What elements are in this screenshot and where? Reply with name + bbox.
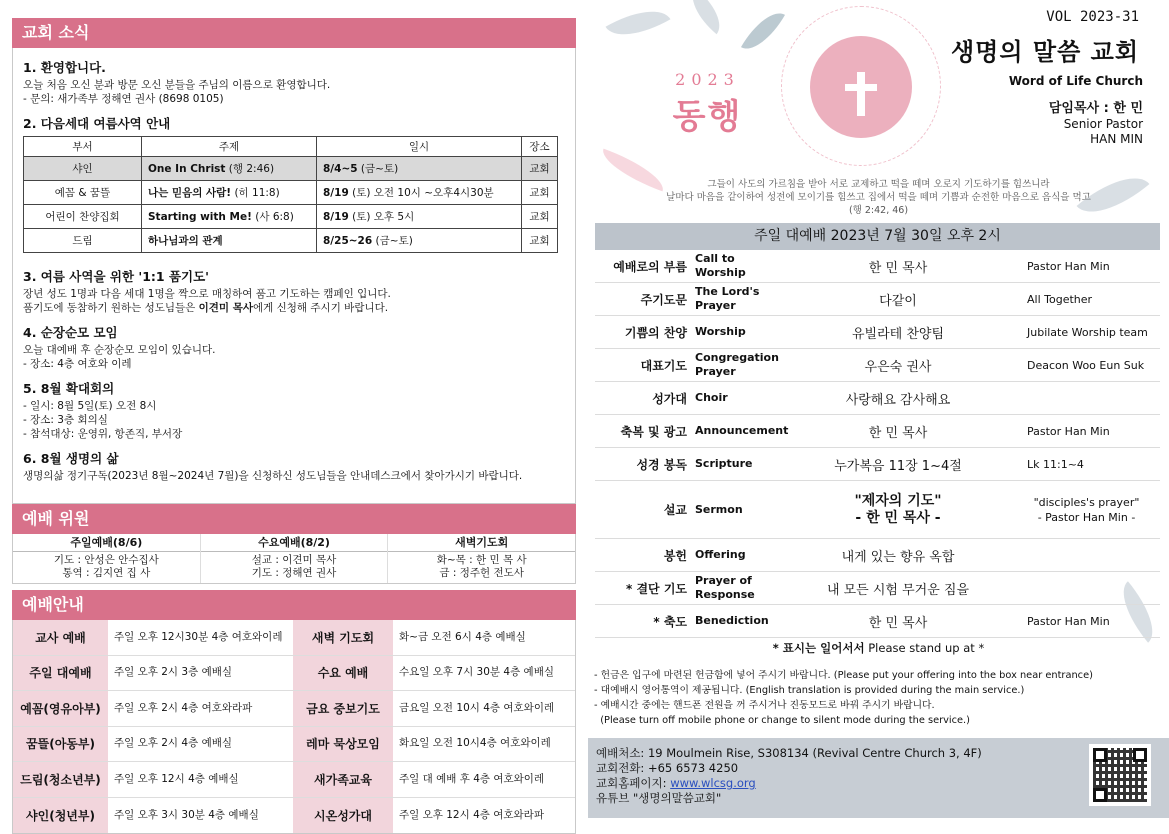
guide-value: 화요일 오전 10시4층 여호와이레 — [399, 737, 551, 750]
service-item-kr: 성가대 — [652, 391, 687, 406]
service-item-en: Announcement — [695, 424, 789, 437]
news-line: 장년 성도 1명과 다음 세대 1명을 짝으로 매칭하여 품고 기도하는 캠페인 입니다. — [23, 288, 391, 300]
duty-section — [12, 534, 576, 584]
service-leader: 누가복음 11장 1~4절 — [834, 458, 962, 474]
table-header: 일시 — [317, 137, 522, 157]
guide-value: 주일 대 예배 후 4층 여호와이레 — [399, 772, 545, 785]
leaf-decoration — [681, 0, 730, 34]
guide-heading: 예배안내 — [12, 590, 576, 620]
service-row — [595, 316, 1160, 349]
guide-row — [13, 691, 575, 727]
right-page — [588, 0, 1169, 826]
sermon-title-en-block — [1013, 495, 1160, 525]
news-line: - 일시: 8월 5일(토) 오전 8시 — [23, 400, 157, 412]
news-title-3: 3. 여름 사역을 위한 '1:1 품기도' — [23, 269, 210, 284]
guide-key: 예꼼(영유아부) — [13, 691, 108, 726]
news-line: - 참석대상: 운영위, 항존직, 부서장 — [23, 428, 183, 440]
guide-value: 주일 오후 12시 4층 예배실 — [114, 772, 239, 785]
service-item-kr: 예배로의 부름 — [613, 259, 687, 274]
service-item-en: Offering — [695, 548, 746, 561]
service-item-kr: * 결단 기도 — [626, 581, 687, 596]
table-row — [24, 229, 558, 253]
service-item-en: Sermon — [695, 502, 743, 516]
service-item-en: Worship — [695, 325, 746, 338]
duty-line: 금 : 정주헌 전도사 — [439, 567, 524, 579]
guide-key: 시온성가대 — [293, 798, 393, 834]
service-item-kr: 기쁨의 찬양 — [624, 325, 687, 340]
service-leader-en: Pastor Han Min — [1027, 259, 1110, 273]
service-row — [595, 605, 1160, 638]
duty-col-title: 수요예배(8/2) — [201, 534, 388, 552]
guide-section — [12, 620, 576, 834]
table-cell: 교회 — [522, 229, 558, 253]
guide-key: 교사 예배 — [13, 620, 108, 655]
duty-line: 설교 : 이견미 목사 — [251, 554, 337, 566]
duty-heading: 예배 위원 — [12, 504, 576, 534]
pastor-title-en: Senior Pastor — [1063, 117, 1143, 131]
guide-key: 샤인(청년부) — [13, 798, 108, 834]
service-row — [595, 283, 1160, 316]
guide-row — [13, 656, 575, 692]
guide-row — [13, 620, 575, 656]
guide-row — [13, 762, 575, 798]
guide-value: 금요일 오전 10시 4층 여호와이레 — [399, 701, 555, 714]
footer-youtube: 유튜브 "생명의말씀교회" — [596, 791, 722, 805]
news-line: - 장소: 3층 회의실 — [23, 414, 108, 426]
table-header: 주제 — [142, 137, 317, 157]
guide-value: 주일 오후 2시 4층 여호와라파 — [114, 701, 253, 714]
service-item-kr: 축복 및 광고 — [620, 424, 687, 439]
duty-col-title: 주일예배(8/6) — [13, 534, 200, 552]
service-item-kr: 봉헌 — [663, 548, 687, 563]
table-cell: One In Christ (행 2:46) — [142, 157, 317, 181]
table-row — [24, 181, 558, 205]
table-row — [24, 157, 558, 181]
left-page — [12, 18, 576, 823]
news-title-5: 5. 8월 확대회의 — [23, 381, 115, 396]
guide-key: 주일 대예배 — [13, 656, 108, 691]
service-leader: 내 모든 시험 무거운 짐을 — [826, 582, 970, 598]
service-row — [595, 250, 1160, 283]
service-item-kr: * 축도 — [653, 614, 687, 629]
service-item-kr: 대표기도 — [640, 358, 687, 373]
guide-key: 새가족교육 — [293, 762, 393, 797]
service-item-en: The Lord's Prayer — [695, 285, 760, 312]
table-cell: 8/19 (토) 오전 10시 ~오후4시30분 — [317, 181, 522, 205]
note-line: - 대예배시 영어통역이 제공됩니다. (English translation is provided during the main service.) — [594, 685, 1025, 696]
table-cell: 나는 믿음의 사람! (히 11:8) — [142, 181, 317, 205]
leaf-decoration — [606, 0, 671, 49]
footer-web: 교회홈페이지: www.wlcsg.org — [596, 776, 756, 790]
news-section — [12, 48, 576, 504]
news-title-1: 1. 환영합니다. — [23, 60, 106, 75]
guide-key: 새벽 기도회 — [293, 620, 393, 655]
theme-word: 동행 — [672, 97, 743, 137]
service-leader-en: All Together — [1027, 292, 1093, 306]
guide-value: 주일 오후 2시 4층 예배실 — [114, 737, 232, 750]
service-item-en: Congregation Prayer — [695, 351, 779, 378]
cross-icon — [857, 72, 865, 116]
theme-logo — [660, 70, 755, 138]
duty-line: 통역 : 김지연 집 사 — [62, 567, 151, 579]
service-leader-en: Pastor Han Min — [1027, 614, 1110, 628]
table-cell: 드림 — [24, 229, 142, 253]
footer — [588, 738, 1169, 818]
bible-verse — [588, 178, 1169, 217]
theme-year: 2023 — [675, 70, 740, 89]
summer-schedule-table — [23, 136, 558, 253]
church-name-kr: 생명의 말씀 교회 — [951, 37, 1139, 66]
table-row — [24, 205, 558, 229]
guide-key: 레마 묵상모임 — [293, 727, 393, 762]
service-row — [595, 382, 1160, 415]
service-leader-en: Pastor Han Min — [1027, 424, 1110, 438]
verse-ref: (행 2:42, 46) — [848, 205, 909, 216]
sermon-preacher: - 한 민 목사 - — [855, 509, 941, 526]
news-line: 생명의삶 정기구독(2023년 8월~2024년 7월)을 신청하신 성도님들을 안내데스크에서 찾아가시기 바랍니다. — [23, 470, 523, 482]
news-line: - 문의: 새가족부 정해연 권사 (8698 0105) — [23, 93, 224, 105]
service-leader: 사랑해요 감사해요 — [845, 392, 951, 408]
news-title-4: 4. 순장순모 모임 — [23, 325, 118, 340]
sermon-title-kr: "제자의 기도" — [854, 492, 942, 509]
service-leader-en: Jubilate Worship team — [1027, 325, 1148, 339]
guide-value: 주일 오후 3시 30분 4층 예배실 — [114, 808, 259, 821]
table-cell: 어린이 찬양집회 — [24, 205, 142, 229]
service-row — [595, 572, 1160, 605]
website-link[interactable]: www.wlcsg.org — [670, 776, 756, 790]
service-leader-en: Deacon Woo Eun Suk — [1027, 358, 1145, 372]
sermon-row — [595, 481, 1160, 539]
pastor-kr: 담임목사 : 한 민 — [1048, 101, 1143, 116]
volume-label: VOL 2023-31 — [1046, 9, 1139, 25]
guide-row — [13, 798, 575, 834]
verse-line: 그들이 사도의 가르침을 받아 서로 교제하고 떡을 떼며 오로지 기도하기를 힘쓰니라 — [707, 179, 1050, 190]
cross-icon-bar — [845, 84, 877, 91]
news-line: 품기도에 동참하기 원하는 성도님들은 이견미 목사에게 신청해 주시기 바랍니다. — [23, 302, 389, 314]
table-cell: 8/25~26 (금~토) — [317, 229, 522, 253]
guide-value: 주일 오후 12시30분 4층 여호와이레 — [114, 630, 283, 643]
service-leader: 한 민 목사 — [868, 615, 928, 631]
service-leader: 유빌라테 찬양팀 — [851, 326, 945, 342]
table-cell: 8/19 (토) 오후 5시 — [317, 205, 522, 229]
service-leader: 내게 있는 향유 옥합 — [841, 549, 955, 565]
news-heading: 교회 소식 — [12, 18, 576, 48]
table-cell: 샤인 — [24, 157, 142, 181]
stand-note: * 표시는 일어서서 Please stand up at * — [772, 641, 985, 655]
duty-line: 기도 : 정해연 권사 — [251, 567, 337, 579]
service-item-en: Choir — [695, 391, 728, 404]
table-cell: 교회 — [522, 181, 558, 205]
duty-col — [13, 534, 200, 583]
table-cell: 8/4~5 (금~토) — [317, 157, 522, 181]
guide-key: 드림(청소년부) — [13, 762, 108, 797]
duty-col — [387, 534, 575, 583]
guide-key: 꿈뜰(아동부) — [13, 727, 108, 762]
service-item-en: Scripture — [695, 457, 753, 470]
service-row — [595, 415, 1160, 448]
guide-key: 수요 예배 — [293, 656, 393, 691]
guide-key: 금요 중보기도 — [293, 691, 393, 726]
table-cell: 교회 — [522, 205, 558, 229]
service-leader-en: Lk 11:1~4 — [1027, 457, 1084, 471]
service-leader: 한 민 목사 — [868, 260, 928, 276]
service-row — [595, 448, 1160, 481]
service-item-kr: 성경 봉독 — [636, 457, 687, 472]
table-cell: 예꼼 & 꿈뜰 — [24, 181, 142, 205]
duty-line: 기도 : 안성은 안수집사 — [53, 554, 159, 566]
service-row — [595, 539, 1160, 572]
note-line: (Please turn off mobile phone or change to silent mode during the service.) — [594, 715, 970, 726]
service-item-kr: 주기도문 — [640, 292, 687, 307]
table-header: 부서 — [24, 137, 142, 157]
note-line: - 헌금은 입구에 마련된 헌금함에 넣어 주시기 바랍니다. (Please put your offering into the box near entrance) — [594, 670, 1093, 681]
table-cell: 하나님과의 관계 — [142, 229, 317, 253]
order-of-service — [595, 250, 1160, 638]
sermon-title-en: "disciples's prayer" — [1033, 495, 1140, 509]
service-item-en: Call to Worship — [695, 252, 746, 279]
sermon-title — [783, 493, 1013, 527]
leaf-decoration — [741, 4, 785, 58]
table-cell: 교회 — [522, 157, 558, 181]
church-name-en: Word of Life Church — [1008, 74, 1143, 88]
news-title-2: 2. 다음세대 여름사역 안내 — [23, 116, 171, 131]
duty-col-title: 새벽기도회 — [388, 534, 575, 552]
qr-code-icon[interactable] — [1089, 744, 1151, 806]
news-line: 오늘 대예배 후 순장순모 모임이 있습니다. — [23, 344, 216, 356]
pastor-name-en: HAN MIN — [1090, 132, 1143, 146]
table-header: 장소 — [522, 137, 558, 157]
service-leader: 우은숙 권사 — [864, 359, 932, 375]
service-leader: 한 민 목사 — [868, 425, 928, 441]
verse-line: 날마다 마음을 같이하여 성전에 모이기를 힘쓰고 집에서 떡을 떼며 기쁨과 순전한 마음으로 음식을 먹고 — [666, 192, 1091, 203]
guide-value: 수요일 오후 7시 30분 4층 예배실 — [399, 666, 554, 679]
guide-value: 주일 오후 2시 3층 예배실 — [114, 666, 232, 679]
service-item-en: Prayer of Response — [695, 574, 755, 601]
note-line: - 예배시간 중에는 핸드폰 전원을 꺼 주시거나 진동모드로 바꿔 주시기 바랍니다. — [594, 700, 935, 711]
news-title-6: 6. 8월 생명의 삶 — [23, 451, 119, 466]
duty-line: 화~목 : 한 민 목 사 — [436, 554, 527, 566]
guide-row — [13, 727, 575, 763]
service-notes — [594, 668, 1164, 728]
sermon-preacher-en: - Pastor Han Min - — [1037, 510, 1136, 524]
guide-value: 주일 오후 12시 4층 여호와라파 — [399, 808, 544, 821]
service-item-en: Benediction — [695, 614, 769, 627]
news-line: 오늘 처음 오신 분과 방문 오신 분들을 주님의 이름으로 환영합니다. — [23, 79, 331, 91]
service-item-kr: 설교 — [663, 503, 687, 517]
service-leader: 다같이 — [879, 293, 917, 309]
news-line: - 장소: 4층 여호와 이레 — [23, 358, 132, 370]
footer-phone: 교회전화: +65 6573 4250 — [596, 761, 739, 775]
service-row — [595, 349, 1160, 382]
service-heading: 주일 대예배 2023년 7월 30일 오후 2시 — [595, 223, 1160, 250]
table-cell: Starting with Me! (사 6:8) — [142, 205, 317, 229]
guide-value: 화~금 오전 6시 4층 예배실 — [399, 630, 526, 643]
footer-address: 예배처소: 19 Moulmein Rise, S308134 (Revival Centre Church 3, 4F) — [596, 746, 982, 760]
duty-col — [200, 534, 388, 583]
